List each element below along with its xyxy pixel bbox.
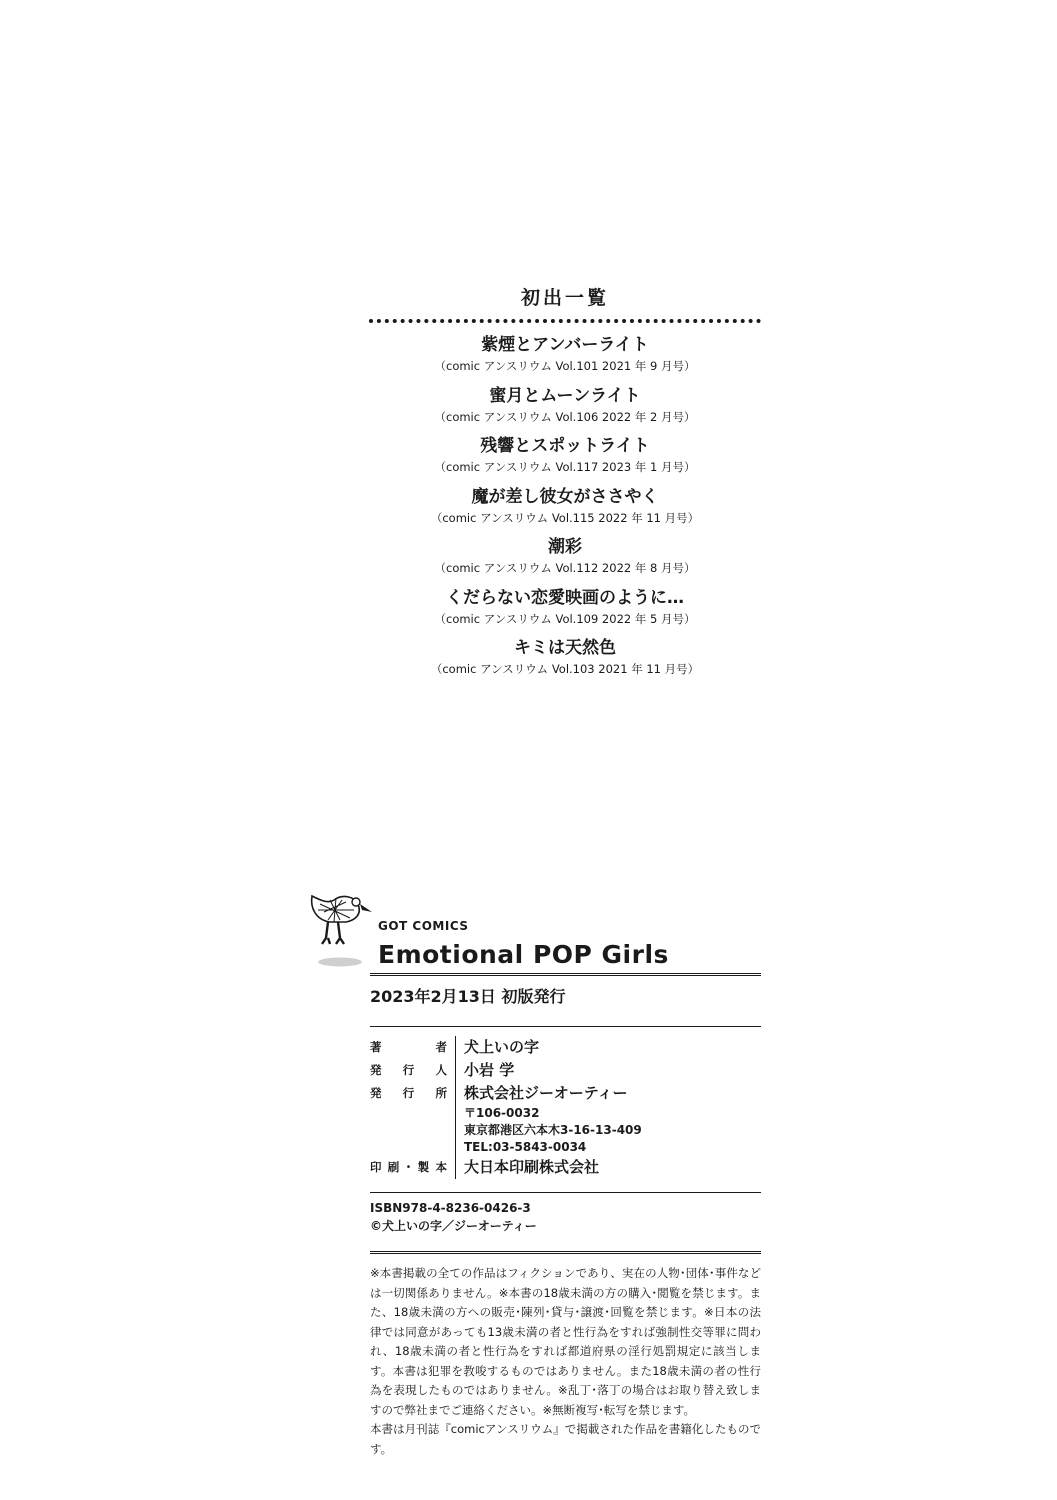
- first-appearance-list: [367, 285, 763, 687]
- postal-code: 〒106-0032: [464, 1106, 540, 1120]
- bird-logo-icon: [306, 888, 376, 970]
- dotted-divider: [369, 319, 761, 323]
- double-rule: [370, 1251, 761, 1254]
- story-title: 魔が差し彼女がささやく: [471, 486, 659, 507]
- credit-label: 発行所: [370, 1086, 447, 1100]
- credit-label: 著者: [370, 1040, 447, 1054]
- credit-row-publisher-person: [370, 1059, 761, 1082]
- imprint-label: GOT COMICS: [378, 919, 469, 933]
- publication-date: 2023年2月13日 初版発行: [370, 987, 566, 1006]
- book-title: Emotional POP Girls: [378, 940, 669, 969]
- credit-label: 発行人: [370, 1063, 447, 1077]
- credit-label: 印刷･製本: [370, 1160, 447, 1174]
- story-title: 潮彩: [548, 537, 582, 557]
- printer-name: 大日本印刷株式会社: [455, 1156, 599, 1179]
- list-item: [367, 485, 763, 536]
- story-source: （comic アンスリウム Vol.112 2022 年 8 月号）: [434, 561, 696, 575]
- publisher-name: 株式会社ジーオーティー: [464, 1084, 628, 1102]
- isbn: ISBN978-4-8236-0426-3: [370, 1201, 531, 1215]
- first-appearance-heading: 初出一覧: [520, 287, 609, 309]
- story-source: （comic アンスリウム Vol.103 2021 年 11 月号）: [430, 662, 700, 676]
- address: 東京都港区六本木3-16-13-409: [464, 1123, 642, 1137]
- list-item: [367, 535, 763, 586]
- divider: [370, 1192, 761, 1193]
- story-source: （comic アンスリウム Vol.115 2022 年 11 月号）: [430, 510, 700, 525]
- story-title: 紫煙とアンバーライト: [481, 335, 649, 355]
- credit-row-printer: [370, 1156, 761, 1179]
- story-source: （comic アンスリウム Vol.109 2022 年 5 月号）: [434, 611, 696, 626]
- author-name: 犬上いの字: [455, 1036, 539, 1059]
- notice-paragraph: ※本書掲載の全ての作品はフィクションであり、実在の人物･団体･事件などは一切関係ありません。※本書の18歳未満の方の購入･閲覧を禁じます。また、18歳未満の方への販売･陳列･貸与･譲渡･回覧を禁じます。※日本の法律では同意があっても13歳未満の者と性行為をすれば強制性交等罪に問われ、18歳未満の者と性行為をすれば都道府県の淫行処罰規定に該当します。本書は犯罪を教唆するものではありません。また18歳未満の者の性行為を表現したものではありません。※乱丁･落丁の場合はお取り替え致しますので弊社までご連絡ください。※無断複写･転写を禁じます。: [370, 1266, 761, 1417]
- list-item: [367, 384, 763, 435]
- story-title: 残響とスポットライト: [480, 436, 650, 456]
- list-item: [367, 434, 763, 485]
- copyright: ©犬上いの字／ジーオーティー: [370, 1219, 537, 1233]
- legal-notice: [370, 1264, 761, 1459]
- publisher-person-name: 小岩 学: [455, 1059, 514, 1082]
- story-source: （comic アンスリウム Vol.106 2022 年 2 月号）: [434, 409, 696, 424]
- story-title: くだらない恋愛映画のように…: [446, 587, 684, 608]
- story-source: （comic アンスリウム Vol.117 2023 年 1 月号）: [434, 460, 696, 474]
- publisher-block: [455, 1082, 642, 1156]
- double-rule: [370, 973, 761, 976]
- list-item: [367, 636, 763, 687]
- credit-row-author: [370, 1036, 761, 1059]
- notice-paragraph: 本書は月刊誌『comicアンスリウム』で掲載された作品を書籍化したものです。: [370, 1422, 761, 1456]
- telephone: TEL:03-5843-0034: [464, 1140, 587, 1154]
- divider: [370, 1026, 761, 1027]
- story-title: キミは天然色: [514, 638, 616, 658]
- story-title: 蜜月とムーンライト: [489, 385, 641, 406]
- list-item: [367, 586, 763, 637]
- list-item: [367, 333, 763, 384]
- story-source: （comic アンスリウム Vol.101 2021 年 9 月号）: [434, 359, 696, 373]
- credits-table: [370, 1036, 761, 1179]
- credit-row-publisher: [370, 1082, 761, 1156]
